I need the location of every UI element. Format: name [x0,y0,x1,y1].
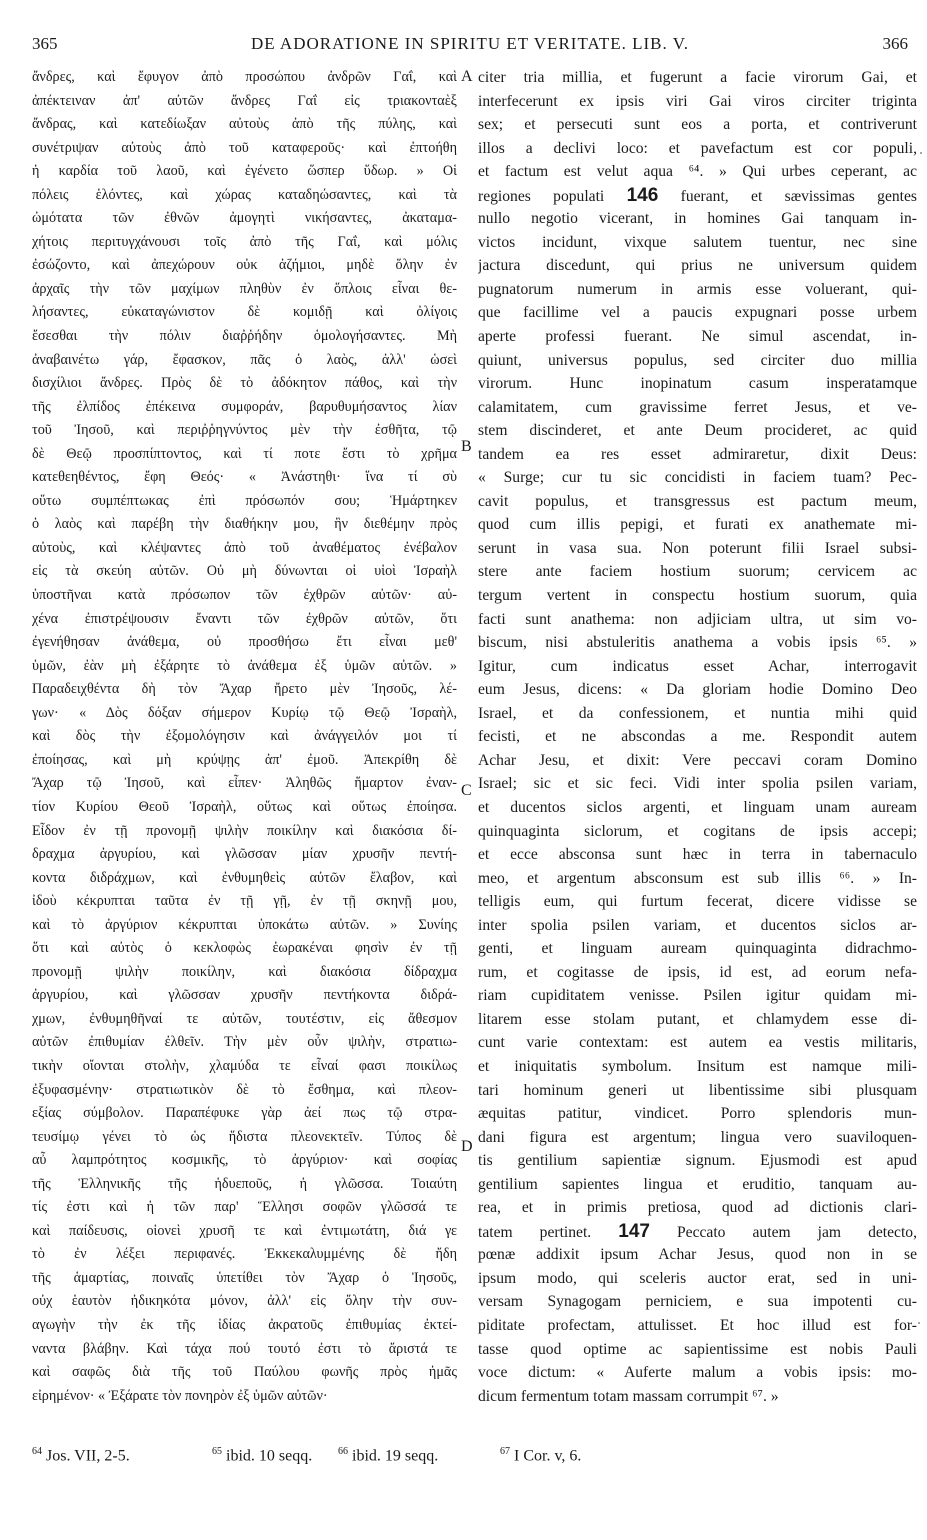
latin-line: illos a declivi loco: et pavefactum est cor populi, [478,139,917,157]
greek-line: δὲ Θεῷ προσπίπτοντος, καὶ τί ποτε ἔστι τὸ χρῆμα [32,445,457,462]
scan-speck [918,1322,920,1324]
latin-line: gentilium sapientes lingua et eruditio, tanquam au- [478,1175,917,1193]
greek-line: καὶ σαφῶς διὰ τῆς τοῦ Παύλου φωνῆς πρὸς ἡμᾶς [32,1364,457,1381]
latin-line: dani figura est argentum; lingua vero suaviloquen- [478,1128,917,1146]
greek-line: τίον Κυρίου Θεοῦ Ἰσραὴλ, οὕτως καὶ οὕτως ἐποίησα. [32,798,457,815]
greek-line: χμων, ἐνθυμηθῆναί τε αὐτῶν, τουτέστιν, εἰς ἄθεσμον [32,1010,457,1027]
greek-line: ἐγενήθησαν ἀνάθεμα, οὐ προσθήσω ἔτι εἶναι μεθ' [32,634,457,651]
latin-line: voce dictum: « Auferte malum a vobis ipsis: mo- [478,1364,917,1382]
latin-line: pœnæ addixit ipsum Achar Jesus, quod non in se [478,1246,917,1264]
latin-line: quiunt, universus populus, sed circiter duo millia [478,351,917,369]
scan-speck [920,152,922,154]
greek-line: ναντα βλάβην. Καὶ τάχα πού τουτό ἐστι τὸ ἄριστά τε [32,1340,457,1357]
greek-line: ὠμότατα τῶν ἐθνῶν ἀμογητὶ νικήσαντες, ἀκαταμα- [32,210,457,227]
latin-line: quod cum illis pepigi, et furati ex anathemate mi- [478,516,917,534]
latin-line: litarem esse stolam putant, et chlamydem esse di- [478,1010,917,1028]
latin-text-column [478,66,917,1408]
latin-line: « Surge; cur tu sic concidisti in faciem tuam? Pec- [478,469,917,487]
greek-line: συνέτριψαν αὐτοὺς ἀπὸ τοῦ καταφεροῦς· καὶ ἐπτοήθη [32,139,457,156]
greek-line: ἀργυρίου, καὶ γλῶσσαν χρυσῆν πεντήκοντα διδρά- [32,987,457,1004]
margin-letter-d: D [461,1138,473,1155]
greek-line: ἐξυφασμένην· στρατιωτικὸν δὲ τὸ ἔσθημα, καὶ πλεον- [32,1081,457,1098]
footnote-67: $^{67}$ I Cor. v, 6. [500,1446,582,1465]
greek-line: Παραδειχθέντα δὴ τὸν Ἄχαρ ἤρετο μὲν Ἰησοῦς, λέ- [32,681,457,698]
greek-line: καὶ τὸ ἀργύριον κέκρυπται ὑποκάτω αὐτῶν. » Συνίης [32,916,457,933]
latin-line: victos incidunt, vixque salutem tuentur, nec sine [478,233,917,251]
latin-line: citer tria millia, et fugerunt a facie virorum Gai, et [478,69,917,86]
latin-line: et ducentos siclos argenti, et linguam unam auream [478,798,917,816]
greek-line: καὶ δὸς τὴν ἐξομολόγησιν καὶ ἀνάγγειλόν μοι τί [32,728,457,745]
greek-line: δραχμα ἀργυρίου, καὶ γλῶσσαν μίαν χρυσῆν πεντή- [32,846,457,863]
greek-line: κοντα διδράχμων, καὶ ἐνθυμηθεὶς αὐτῶν ἔλαβον, καὶ [32,869,457,886]
greek-line: δισχίλιοι ἄνδρες. Πρὸς δὲ τὸ ἀδόκητον πάθος, καὶ τὴν [32,375,457,392]
latin-line: regiones populati 146 fuerant, et sævissimas gentes [478,184,917,206]
latin-line: æquitas patitur, vindicet. Porro splendoris mun- [478,1105,917,1123]
greek-line: χένα ἐπιστρέψουσιν ἔναντι τῶν ἐχθρῶν αὐτῶν, ὅτι [32,610,457,627]
greek-line: οὕτω συμπέπτωκας ἐπὶ πρόσωπόν σου; Ἡμάρτηκεν [32,492,457,509]
latin-line: fecisti, et ne abscondas a me. Respondit autem [478,728,917,746]
greek-line: ἔσεσθαι τὴν πόλιν διαῤῥήδην ὁμολογήσαντες. Μὴ [32,328,457,345]
latin-line: tis gentilium sapientiæ signum. Ejusmodi est apud [478,1152,917,1170]
latin-line: et factum est velut aqua ⁶⁴. » Qui urbes ceperant, ac [478,163,917,181]
latin-line: cavit populus, et transgressus est pactum meum, [478,492,917,510]
footnote-65: $^{65}$ ibid. 10 seqq. [212,1446,313,1465]
greek-line: τοῦ Ἰησοῦ, καὶ περιῤῥηγνύντος μὲν τὴν ἐσθῆτα, τῷ [32,422,457,439]
latin-line: cunt varie contextam: est autem ea vestis militaris, [478,1034,917,1052]
latin-line: interfecerunt ex ipsis viri Gai viros circiter triginta [478,92,917,110]
greek-line: λήσαντες, εὐκαταγώνιστον δὲ κομιδῇ καὶ ὀλίγοις [32,304,457,321]
right-page-number: 366 [882,34,908,53]
latin-line: et ecce absconsa sunt hæc in terra in tabernaculo [478,846,917,864]
greek-line: τίς ἐστι καὶ ἡ τῶν παρ' Ἕλλησι σοφῶν γλῶσσά τε [32,1199,457,1216]
latin-line: meo, et argentum absconsum est sub illis ⁶⁶. » In- [478,869,917,887]
latin-line: stem discinderet, et ante Deum procideret, ac quid [478,422,917,440]
latin-line: tergum vertent in conspectu hostium suorum, quia [478,587,917,605]
section-number: 146 [626,184,659,206]
greek-line: ὅτι καὶ αὐτὸς ὁ κεκλοφὼς ἑωρακέναι φησὶν ἐν τῇ [32,940,457,957]
greek-line: τικὴν οἴονται στολὴν, χλαμύδα τε εἶναί φασι ποικίλως [32,1057,457,1074]
latin-line: pugnatorum numerum in armis esse voluerant, qui- [478,280,917,298]
latin-line: tandem ea res esset admiraretur, dixit Deus: [478,445,917,463]
running-title: DE ADORATIONE IN SPIRITU ET VERITATE. LIB. V. [250,34,690,53]
greek-line: αγωγὴν τὴν ἐκ τῆς ἰδίας ἀκρατοῦς ἐπιθυμίας ἐκτεί- [32,1316,457,1333]
latin-line: calamitatem, cum gravissime ferret Jesus, et ve- [478,398,917,416]
latin-line: Achar Jesu, et dixit: Vere peccavi coram Domino [478,751,917,769]
greek-line: Ἄχαρ τῷ Ἰησοῦ, καὶ εἶπεν· Ἀληθῶς ἥμαρτον ἐναν- [32,775,457,792]
latin-line: dicum fermentum totam massam corrumpit ⁶⁷. » [478,1387,779,1405]
latin-line: tasse quod optime ac sapientissime est nobis Pauli [478,1340,917,1358]
greek-line: τὸ ἐν λέξει περιφανές. Ἐκκεκαλυμμένης δὲ ἤδη [32,1246,457,1263]
latin-line: ipsum modo, qui sceleris auctor erat, sed in uni- [478,1269,917,1287]
greek-line: τῆς ἐλπίδος ἐπέκεινα συμφοράν, βαρυθυμήσαντος λίαν [32,398,457,415]
latin-line: eum Jesus, dicens: « Da gloriam hodie Domino Deo [478,681,917,699]
latin-line: que facillime vel a paucis expugnari posse urbem [478,304,917,322]
footnote-64: $^{64}$ Jos. VII, 2-5. [32,1446,130,1465]
latin-line: virorum. Hunc inopinatum casum insperatamque [478,375,917,393]
latin-line: inter spolia psilen variam, et ducentos siclos ar- [478,916,917,934]
latin-line: sex; et persecuti sunt eos a porta, et contriverunt [478,116,917,134]
greek-line: εἰς τὰ σκεύη αὐτῶν. Οὐ μὴ δύνωνται οἱ υἱοὶ Ἰσραὴλ [32,563,457,580]
greek-line: προνομῇ ψιλὴν ποικίλην, καὶ διακόσια δίδραχμα [32,963,457,980]
greek-line: ἄνδρες, καὶ ἔφυγον ἀπὸ προσώπου ἀνδρῶν Γαΐ, καὶ [32,69,457,85]
latin-line: piditate profectam, attulisset. Et hoc illud est for- [478,1316,917,1334]
latin-line: rum, et cogitasse de ipsis, id est, ad eorum nefa- [478,963,917,981]
latin-line: et iniquitatis symbolum. Insitum est namque mili- [478,1057,917,1075]
running-header [32,34,908,56]
greek-line: εἰρημένον· « Ἐξάρατε τὸν πονηρὸν ἐξ ὑμῶν αὐτῶν· [32,1387,328,1404]
greek-line: αὖ λαμπρότητος κοσμικῆς, τὸ ἀργύριον· καὶ σοφίας [32,1152,457,1169]
latin-line: aperte professi fuerant. Ne simul ascendat, in- [478,328,917,346]
latin-line: tatem pertinet. 147 Peccato autem jam detecto, [478,1220,917,1242]
greek-line: ἡ καρδία τοῦ λαοῦ, καὶ ἐγένετο ὥσπερ ὕδωρ. » Οἱ [32,163,457,180]
latin-line: biscum, nisi abstuleritis anathema a vobis ipsis ⁶⁵. » [478,634,917,652]
latin-line: nullo negotio vicerant, in homines Gai tanquam in- [478,210,917,228]
greek-line: ἀπέκτειναν ἀπ' αὐτῶν ἄνδρες Γαΐ εἰς τριακονταὲξ [32,92,457,109]
greek-line: ὁ λαὸς καὶ παρέβη τὴν διαθήκην μου, ἣν διεθέμην πρὸς [32,516,457,533]
greek-line: πόλεις ἑλόντες, καὶ χώρας καταδηώσαντες, καὶ τὰ [32,186,457,203]
greek-line: ἰδοὺ κέκρυπται ταῦτα ἐν τῇ γῇ, ἐν τῇ σκηνῇ μου, [32,893,457,910]
latin-line: tari hominum generi ut libentissime sibi plusquam [478,1081,917,1099]
latin-line: versam Synagogam perniciem, e sua impotenti cu- [478,1293,917,1311]
greek-line: εξίας σύμβολον. Παραπέφυκε γὰρ ἀεί πως τῷ στρα- [32,1105,457,1122]
greek-line: ἐποίησας, καὶ μὴ κρύψῃς ἀπ' ἐμοῦ. Ἀπεκρίθη δὲ [32,751,457,768]
latin-line: rea, et in primis pretiosa, quod ad dictionis clari- [478,1199,917,1217]
latin-line: Israel; sic et sic feci. Vidi inter spolia psilen variam, [478,775,917,793]
latin-line: quinquaginta siclorum, et cogitans de ipsis accepi; [478,822,917,840]
greek-line: αὐτοὺς, καὶ κλέψαντες ἀπὸ τοῦ ἀναθέματος ἐνέβαλον [32,539,457,556]
latin-line: telligis eum, qui furtum fecerat, dicere vidisse se [478,893,917,911]
greek-line: τῆς ἁμαρτίας, ποιναῖς ὑπετίθει τὸν Ἄχαρ ὁ Ἰησοῦς, [32,1269,457,1286]
greek-line: ἄνδρας, καὶ κατεδίωξαν αὐτοὺς ἀπὸ τῆς πύλης, καὶ [32,116,457,133]
latin-line: Israel, et da confessionem, et nuntia mihi quid [478,704,917,722]
latin-line: stere ante faciem hostium suorum; cervicem ac [478,563,917,581]
greek-line: ὑποστῆναι κατὰ πρόσωπον τῶν ἐχθρῶν αὐτῶν· αὐ- [32,587,457,604]
greek-line: γων· « Δὸς δόξαν σήμερον Κυρίῳ τῷ Θεῷ Ἰσραὴλ, [32,704,457,721]
footnote-66: $^{66}$ ibid. 19 seqq. [338,1446,439,1465]
latin-line: jactura discedunt, qui prius ne universum quidem [478,257,917,275]
greek-line: καὶ παίδευσις, οἱονεὶ χρυσῆ τε καὶ ἐντιμωτάτη, διά γε [32,1222,457,1239]
latin-line: Igitur, cum indicatus esset Achar, interrogavit [478,657,917,675]
section-number: 147 [618,1220,650,1242]
latin-line: serunt in vasa sua. Non poterunt filii Israel subsi- [478,539,917,557]
margin-letter-b: B [461,438,472,455]
latin-line: facti sunt anathema: non adjiciam ultra, ut sim vo- [478,610,917,628]
greek-text-column [32,66,457,1408]
greek-line: κατεθεηθέντος, ἔφη Θεός· « Ἀνάστηθι· ἵνα τί σὺ [32,469,457,486]
greek-line: Εἶδον ἐν τῇ προνομῇ ψιλὴν ποικίλην καὶ διακόσια δί- [32,822,457,839]
greek-line: ἀρχαῖς τὴν τῶν μαχίμων πληθὺν ἐν ὅπλοις εἶναι θε- [32,280,457,297]
left-page-number: 365 [32,34,58,53]
greek-line: χήτοις περιτυγχάνουσι τοῖς ἀπὸ τῆς Γαΐ, καὶ μόλις [32,233,457,250]
margin-letter-c: C [461,782,472,799]
greek-line: τευσίμῳ γένει τὸ ὡς ἥδιστα πλεονεκτεῖν. Τύπος δὲ [32,1128,457,1145]
latin-line: riam cupiditatem venisse. Psilen igitur quidam mi- [478,987,917,1005]
greek-line: ἀναβαινέτω γάρ, ἔφασκον, πᾶς ὁ λαὸς, ἀλλ' ὡσεὶ [32,351,457,368]
greek-line: τῆς Ἑλληνικῆς τῆς ἡδυεποῦς, ἡ γλῶσσα. Τοιαύτη [32,1175,457,1192]
latin-line: genti, et linguam auream quinquaginta didrachmo- [478,940,917,958]
margin-letter-a: A [461,68,473,85]
greek-line: ὑμῶν, ἐὰν μὴ ἐξάρητε τὸ ἀνάθεμα ἐξ ὑμῶν αὐτῶν. » [32,657,457,674]
greek-line: αὐτῶν ἐπιθυμίαν ἐλθεῖν. Τὴν μὲν οὖν ψιλὴν, στρατιω- [32,1034,457,1051]
greek-line: οὐχ ἑαυτὸν ἠδικηκότα μόνον, ἀλλ' εἰς ὅλην τὴν συν- [32,1293,457,1310]
greek-line: ἐσώζοντο, καὶ ἀπεχώρουν οὐκ ἀζήμιοι, μηδὲ ὅλην ἐν [32,257,457,274]
